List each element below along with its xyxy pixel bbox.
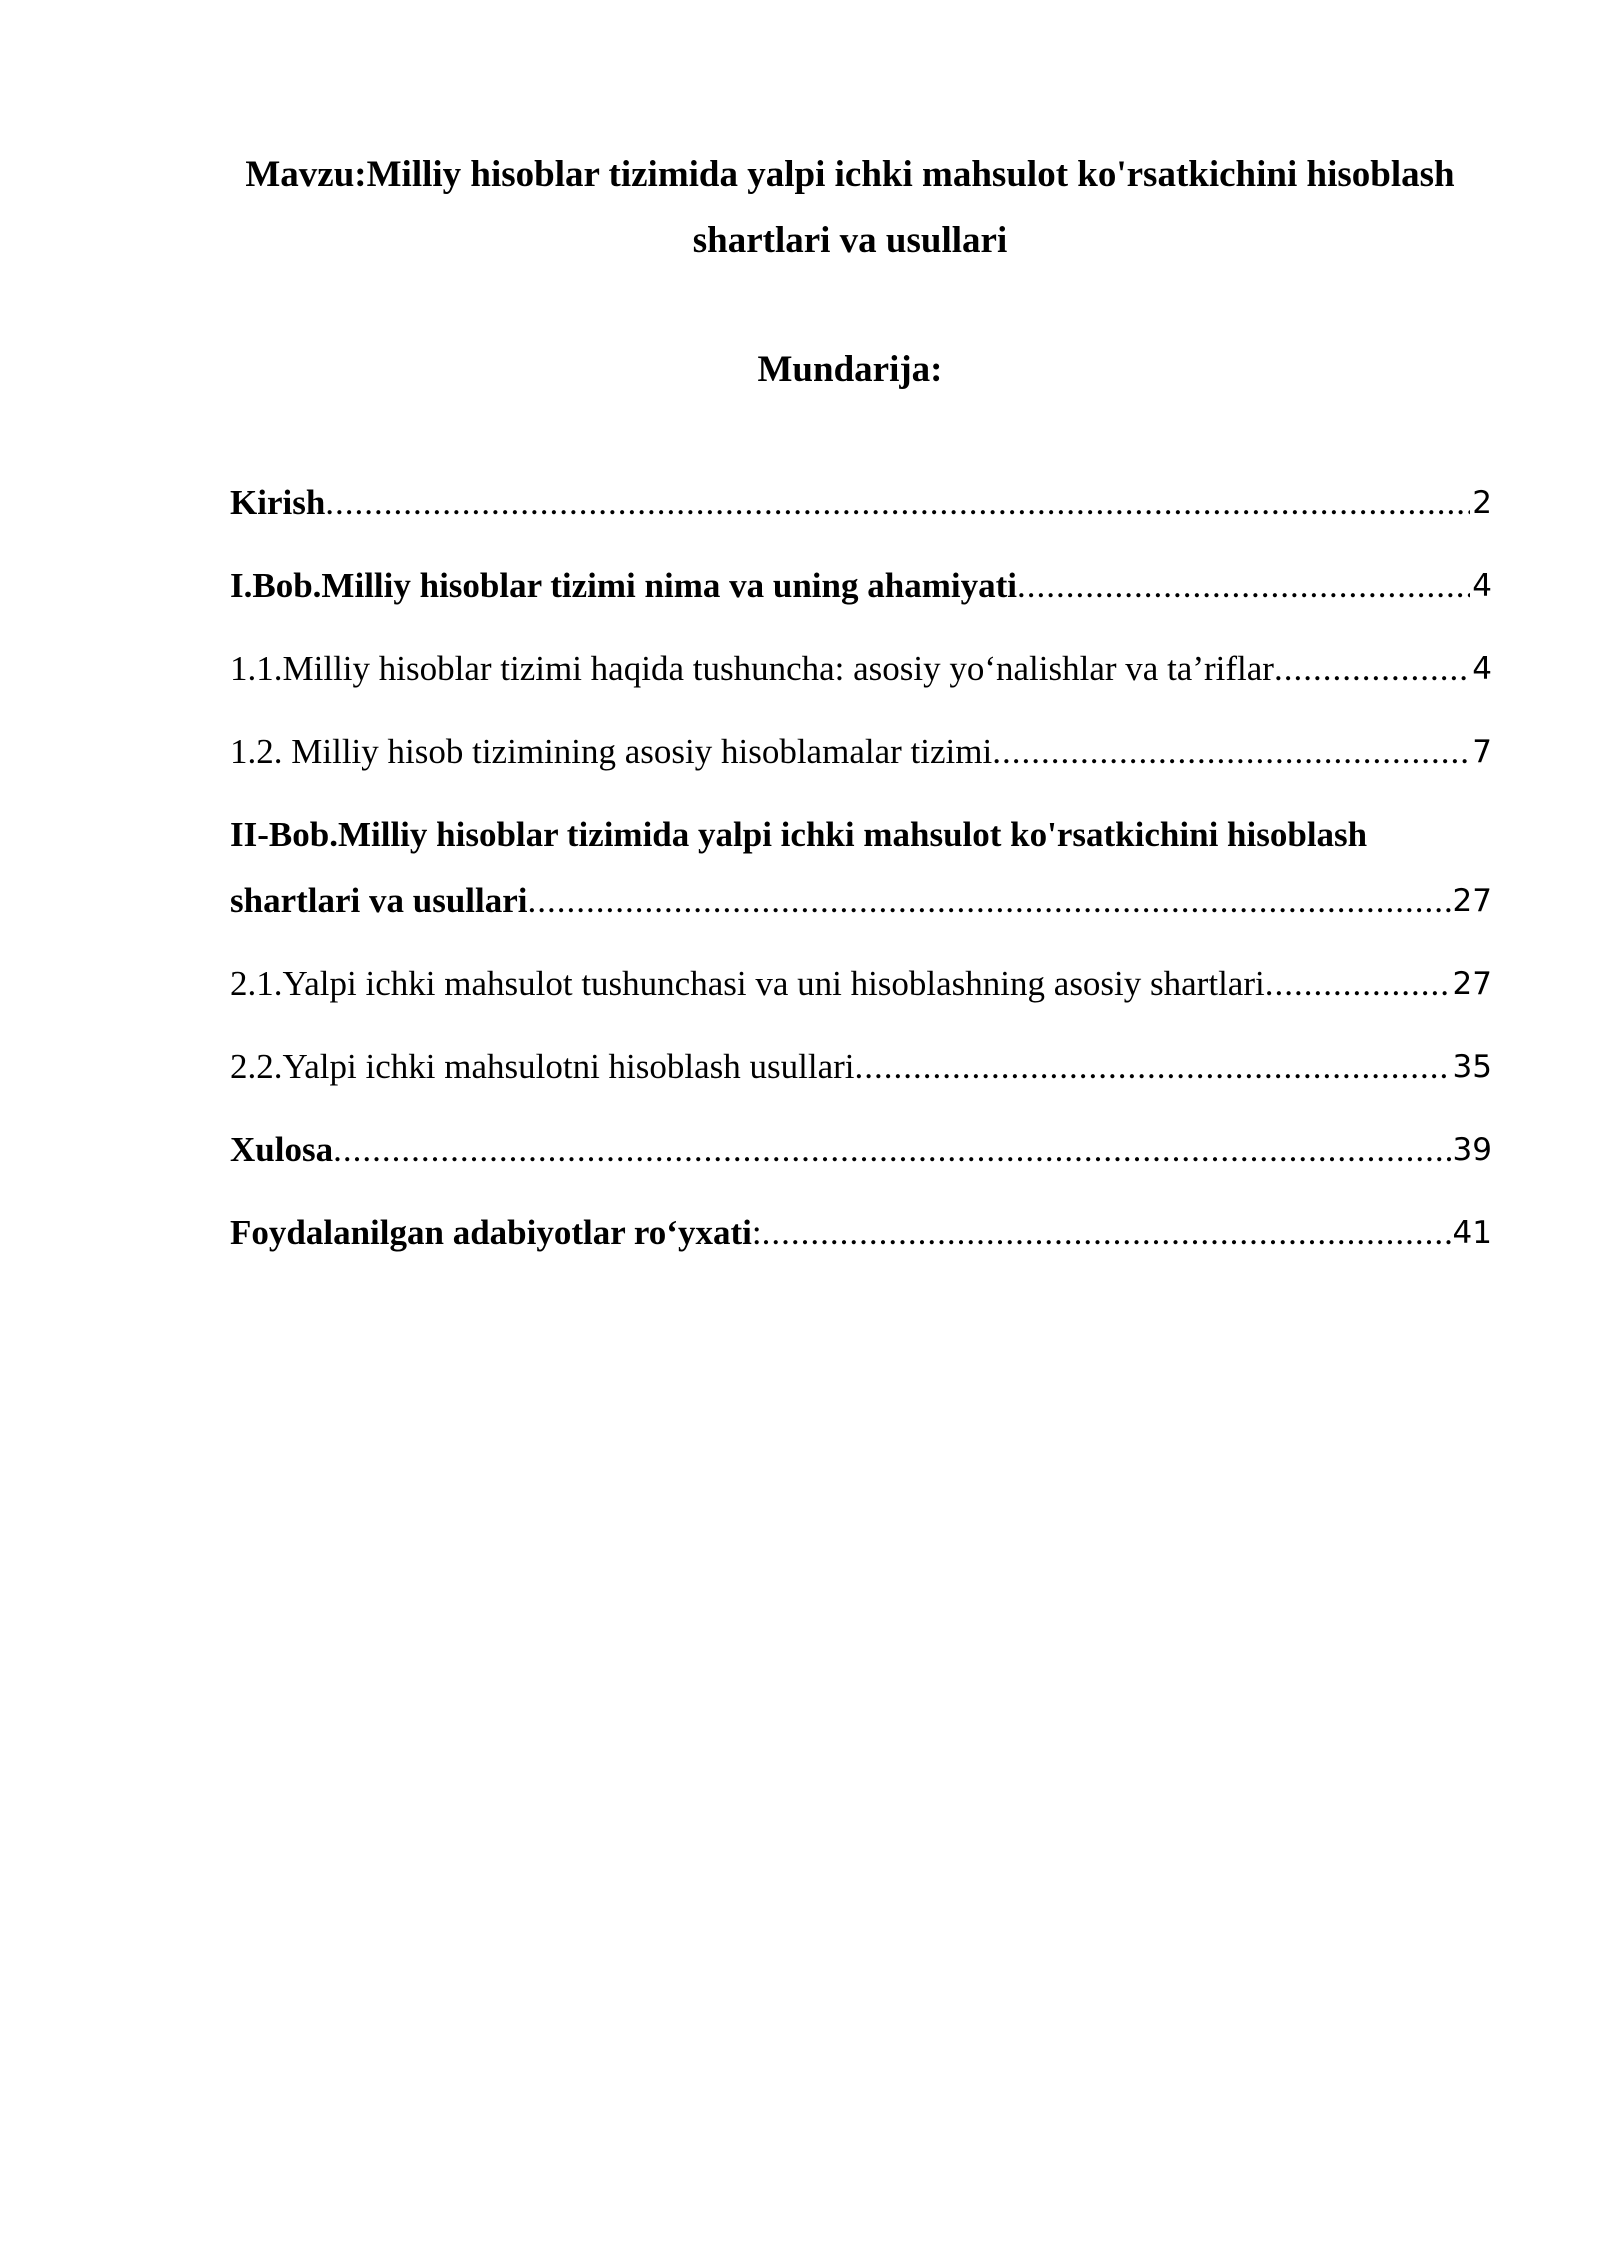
- toc-entry-label: Kirish: [230, 483, 326, 522]
- toc-entry-label: I.Bob.Milliy hisoblar tizimi nima va uning ahamiyati: [230, 566, 1017, 605]
- toc-entry-section-1-1[interactable]: [230, 636, 1492, 702]
- toc-entry-xulosa[interactable]: [230, 1117, 1492, 1183]
- toc-page-number: 4: [1472, 568, 1492, 604]
- toc-entry-chapter-1[interactable]: [230, 553, 1492, 619]
- toc-entry-kirish[interactable]: [230, 470, 1492, 536]
- toc-page-number: 39: [1452, 1132, 1492, 1168]
- toc-page-number: 4: [1472, 651, 1492, 687]
- toc-entry-label: Xulosa: [230, 1130, 334, 1169]
- toc-leader-dots: [528, 868, 1451, 934]
- toc-page-number: 2: [1472, 485, 1492, 521]
- toc-page-number: 27: [1452, 966, 1492, 1002]
- toc-page-number: 35: [1452, 1049, 1492, 1085]
- document-title: [200, 142, 1500, 274]
- toc-leader-dots: [325, 470, 1470, 536]
- toc-page-number: 7: [1472, 734, 1492, 770]
- toc-entry-label: Foydalanilgan adabiyotlar ro‘yxati: [230, 1213, 752, 1252]
- title-line-2: shartlari va usullari: [692, 220, 1008, 261]
- toc-leader-dots: [333, 1117, 1450, 1183]
- toc-leader-dots: [855, 1034, 1451, 1100]
- toc-page-number: 41: [1452, 1215, 1492, 1251]
- toc-entry-chapter-2[interactable]: [230, 802, 1492, 934]
- toc-heading: Mundarija:: [757, 349, 943, 390]
- toc-entry-label-line-2: shartlari va usullari: [230, 881, 528, 920]
- toc-entry-label-suffix: :: [751, 1213, 762, 1252]
- toc-leader-dots: [1017, 553, 1470, 619]
- toc-leader-dots: [762, 1200, 1451, 1266]
- toc-leader-dots: [1274, 636, 1470, 702]
- toc-entry-references[interactable]: [230, 1200, 1492, 1266]
- toc-entry-label: 2.2.Yalpi ichki mahsulotni hisoblash usullari: [230, 1047, 855, 1086]
- toc-leader-dots: [992, 719, 1470, 785]
- toc-entry-section-2-1[interactable]: [230, 951, 1492, 1017]
- toc-entry-label-line-1: II-Bob.Milliy hisoblar tizimida yalpi ichki mahsulot ko'rsatkichini hisoblash: [230, 815, 1368, 854]
- toc-leader-dots: [1265, 951, 1451, 1017]
- toc-entry-section-2-2[interactable]: [230, 1034, 1492, 1100]
- toc-entry-label: 1.2. Milliy hisob tizimining asosiy hisoblamalar tizimi: [230, 732, 993, 771]
- toc-page-number: 27: [1452, 883, 1492, 919]
- toc-entry-section-1-2[interactable]: [230, 719, 1492, 785]
- title-line-1: Mavzu:Milliy hisoblar tizimida yalpi ichki mahsulot ko'rsatkichini hisoblash: [245, 154, 1455, 195]
- toc-entry-label: 2.1.Yalpi ichki mahsulot tushunchasi va uni hisoblashning asosiy shartlari: [230, 964, 1265, 1003]
- table-of-contents: [230, 470, 1492, 1283]
- toc-entry-label: 1.1.Milliy hisoblar tizimi haqida tushuncha: asosiy yo‘nalishlar va ta’riflar: [230, 649, 1274, 688]
